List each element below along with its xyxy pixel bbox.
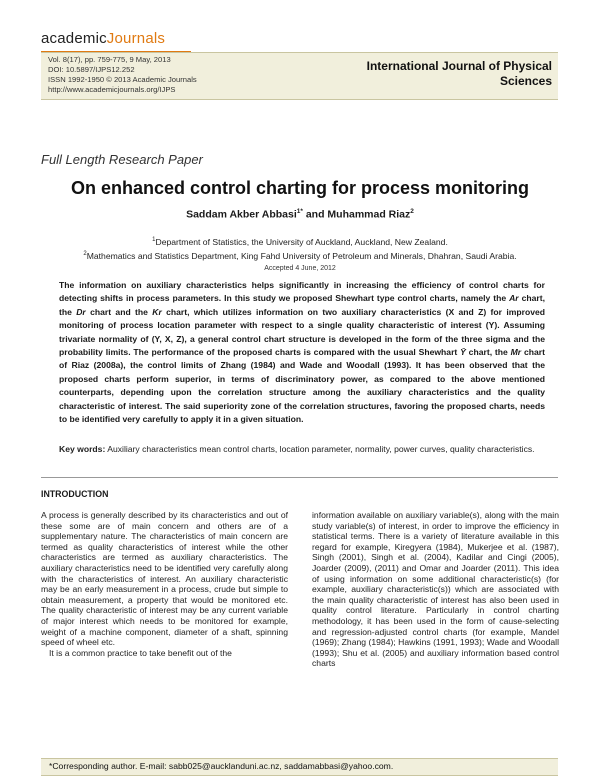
brand-part-academic: academic: [41, 30, 107, 47]
author-1: Saddam Akber Abbasi: [186, 208, 297, 221]
symbol-d-r: Dr: [76, 306, 86, 317]
authors-line: [0, 208, 600, 221]
introduction-heading: INTRODUCTION: [41, 489, 109, 499]
symbol-a-r: Ar: [509, 293, 519, 304]
abstract-text-6: chart of Riaz (2008a), the control limits of Zhang (1984) and Wade and Woodall (1993). It has been observed that the proposed charts perform superior, in terms of discriminatory power, as compared to the above mentioned counterparts, depending upon the correlation structure among the auxiliary characteristics and the quality characteristic of interest. The said superiority zone of the correlation structures, favoring the proposed charts, needs to be identified very carefully to apply it in a given situation.: [59, 347, 546, 425]
abstract-text-2: chart, the: [59, 293, 545, 317]
abstract-text-5: chart, the: [465, 347, 511, 358]
intro-paragraph-3: information available on auxiliary variable(s), along with the main study variable(s) of interest, in order to improve the efficiency in statistical terms. There is a variety of literature available in this regard for example, Kiregyera (1984), Mukerjee et al. (1987), Singh (2001), Singh et al. (2004), Kadilar and Cingi (2005), Joarder (2009), (2011) and Omar and Joarder (2011). This idea of using information on some additional characteristic(s) (for example, auxiliary characteristic(s)) which are associated with the main quality characteristic of interest has also been used in quality control literature. Particularly in control charting methodology, it has been used in the form of cause-selecting and regression-adjusted control charts (for example, Mandel (1969); Zhang (1984); Hawkins (1991, 1993); Wade and Woodall (1993); Shu et al. (2005) and auxiliary information based control charts: [312, 510, 559, 669]
keywords: [59, 444, 545, 455]
author-conjunction: and: [302, 208, 328, 221]
doi-line: DOI: 10.5897/IJPS12.252: [48, 65, 135, 74]
affiliation-2-text: Mathematics and Statistics Department, King Fahd University of Petroleum and Minerals, Dhahran, Saudi Arabia.: [86, 250, 517, 261]
abstract: [59, 279, 545, 426]
volume-line: Vol. 8(17), pp. 759-775, 9 May, 2013: [48, 55, 171, 64]
author-2-affiliation-mark: 2: [410, 208, 414, 215]
intro-paragraph-1: A process is generally described by its characteristics and out of these some are of main concern and others are of a supplementary nature. The characteristics of main concern are termed as quality characteristics of interest while the other characteristics are termed as auxiliary characteristics. The auxiliary characteristics need to be identified very carefully along with the characteristics of interest. An auxiliary characteristic may be an early measurement in a process, crude but simple to obtain measurement, a property that would be monitored etc. The quality characteristic of interest may be any current variable of major interest which needs to be monitored for example, weight of a machine component, diameter of a shaft, spinning speed of wheel etc.: [41, 510, 288, 648]
affiliation-1-mark: 1: [152, 237, 156, 243]
affiliation-2-mark: 2: [83, 250, 87, 257]
abstract-text-3: chart and the: [85, 306, 153, 317]
body-column-right: [312, 510, 559, 669]
keywords-text: Auxiliary characteristics mean control charts, location parameter, normality, power curves, quality characteristics.: [105, 444, 535, 454]
abstract-text-4: chart, which utilizes information on two auxiliary characteristics (X and Z) for improved monitoring of process location parameter with respect to a single quality characteristic of interest (Y). Assuming trivariate normality of (Y, X, Z), a general control chart structure is developed in the form of the three sigma and the probability limits. The performance of the proposed charts is compared with the usual Shewhart: [59, 306, 546, 358]
symbol-y-bar: Ȳ: [460, 347, 466, 358]
journal-info-lines: [48, 55, 197, 95]
body-column-left: [41, 510, 288, 658]
journal-title: International Journal of Physical Sciences: [366, 59, 552, 88]
paper-title: On enhanced control charting for process monitoring: [70, 178, 530, 198]
symbol-m-r: Mr: [510, 347, 522, 358]
issn-line: ISSN 1992-1950 © 2013 Academic Journals: [48, 75, 197, 84]
journal-url-line[interactable]: http://www.academicjournals.org/IJPS: [48, 85, 176, 94]
affiliation-2: [40, 248, 560, 262]
author-2: Muhammad Riaz: [327, 208, 411, 221]
corresponding-author-text[interactable]: *Corresponding author. E-mail: sabb025@aucklanduni.ac.nz, saddamabbasi@yahoo.com.: [49, 761, 394, 771]
brand-part-journals: Journals: [106, 30, 166, 47]
accepted-date: Accepted 4 June, 2012: [264, 265, 336, 272]
author-1-affiliation-mark: 1*: [296, 208, 303, 215]
corresponding-author-footnote: [41, 758, 558, 776]
journal-brand-logo: [41, 30, 165, 47]
affiliation-1: [40, 234, 560, 248]
paper-type-label: Full Length Research Paper: [41, 152, 203, 167]
section-divider: [41, 477, 558, 478]
journal-info-box: [41, 52, 558, 100]
abstract-text-1: The information on auxiliary characteristics helps significantly in increasing the efficiency of control charts for detecting shifts in process parameters. In this study we proposed Shewhart type control charts, namely the: [59, 280, 545, 304]
intro-paragraph-2: It is a common practice to take benefit out of the: [49, 647, 232, 658]
affiliation-1-text: Department of Statistics, the University of Auckland, Auckland, New Zealand.: [155, 236, 448, 247]
affiliations: [40, 234, 560, 262]
symbol-k-r: Kr: [152, 306, 162, 317]
keywords-label: Key words:: [59, 444, 106, 454]
